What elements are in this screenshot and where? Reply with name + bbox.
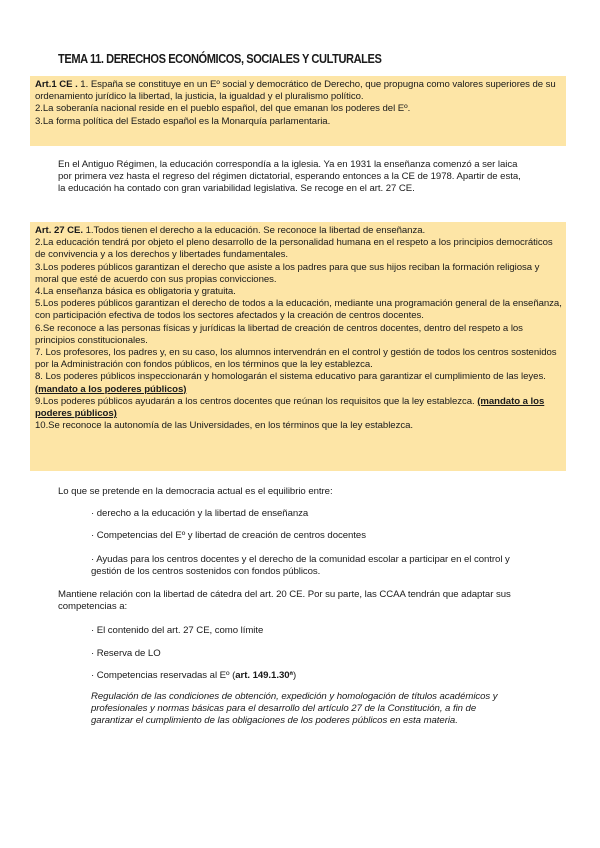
- art27-paragraph-5: 5.Los poderes públicos garantizan el derecho de todos a la educación, mediante una programación general de la enseñanza, con participación efectiva de todos los sectores afectados y la creación de centros docentes.: [35, 298, 562, 322]
- art1-text-1: 1. España se constituye en un Eº social y democrático de Derecho, que propugna como valores superiores de su ordenamiento jurídico la libertad, la justicia, la igualdad y el pluralismo político.: [35, 79, 556, 103]
- bullet-item: [91, 530, 531, 542]
- bullet-text: · Competencias del Eº y libertad de creación de centros docentes: [91, 530, 366, 541]
- intro-paragraph: [58, 159, 528, 196]
- art1-paragraph-1: [35, 79, 562, 103]
- competence-bullet: [91, 625, 531, 637]
- art27-paragraph-2: 2.La educación tendrá por objeto el pleno desarrollo de la personalidad humana en el respeto a los principios democráticos de convivencia y a los derechos y libertades fundamentales.: [35, 237, 553, 261]
- bullet-item: [91, 554, 531, 578]
- art27-paragraph-10: 10.Se reconoce la autonomía de las Universidades, en los términos que la ley establezca.: [35, 420, 413, 432]
- intro-text: En el Antiguo Régimen, la educación correspondía a la iglesia. Ya en 1931 la enseñanza comenzó a ser laica por primera vez hasta el regreso del régimen dictatorial, esperando entonces a la CE de 1978. Apartir de esta, la educación ha contado con gran variabilidad legislativa. Se recoge en el art. 27 CE.: [58, 159, 521, 195]
- competence-bullet: [91, 648, 531, 660]
- italic-quote: Regulación de las condiciones de obtención, expedición y homologación de títulos académicos y profesionales y normas básicas para el desarrollo del artículo 27 de la Constitución, a fin de garantizar el cumplimiento de las obligaciones de los poderes públicos en esta materia.: [91, 691, 498, 727]
- bullet-text-reserved: [91, 670, 531, 682]
- bullet-text: · Reserva de LO: [91, 648, 161, 659]
- bullet-text: · El contenido del art. 27 CE, como límite: [91, 625, 264, 636]
- art1-paragraph-3: 3.La forma política del Estado español es la Monarquía parlamentaria.: [35, 115, 331, 127]
- art1-paragraph-2: 2.La soberanía nacional reside en el pueblo español, del que emanan los poderes del Eº.: [35, 103, 411, 115]
- art27-paragraph-1: [35, 225, 562, 237]
- art27-text-8: 8. Los poderes públicos inspeccionarán y homologarán el sistema educativo para garantizar el cumplimiento de las leyes.: [35, 371, 546, 383]
- reserved-text: · Competencias reservadas al Eº (: [91, 670, 236, 681]
- reserved-close: ): [293, 670, 297, 681]
- art27-paragraph-7: 7. Los profesores, los padres y, en su caso, los alumnos intervendrán en el control y gestión de todos los centros sostenidos por la Administración con fondos públicos, en los términos que la ley establezca.: [35, 347, 557, 371]
- art27-paragraph-4: 4.La enseñanza básica es obligatoria y gratuita.: [35, 286, 236, 298]
- bullet-text: · Ayudas para los centros docentes y el derecho de la comunidad escolar a participar en el control y gestión de los centros sostenidos con fondos públicos.: [91, 554, 510, 578]
- mandate-note-8: (mandato a los poderes públicos): [35, 383, 187, 395]
- bullet-item: [91, 508, 531, 520]
- mandate-note-9: (mandato a los poderes públicos): [35, 395, 545, 420]
- art27-paragraph-6: 6.Se reconoce a las personas físicas y jurídicas la libertad de creación de centros docentes, dentro del respeto a los principios constitucionales.: [35, 322, 523, 346]
- ccaa-text: Mantiene relación con la libertad de cátedra del art. 20 CE. Por su parte, las CCAA tendrán que adaptar sus competencias a:: [58, 589, 511, 613]
- art27-paragraph-8: [35, 371, 562, 395]
- competence-bullet: [91, 670, 531, 682]
- article-reference: art. 149.1.30ª: [235, 670, 294, 681]
- art27-paragraph-3: 3.Los poderes públicos garantizan el derecho que asiste a los padres para que sus hijos reciban la formación religiosa y moral que esté de acuerdo con sus propias convicciones.: [35, 261, 540, 285]
- art27-text-1: 1.Todos tienen el derecho a la educación. Se reconoce la libertad de enseñanza.: [82, 225, 426, 236]
- art27-label: Art. 27 CE.: [35, 225, 83, 236]
- art1-label: Art.1 CE .: [35, 79, 78, 90]
- art27-paragraph-9: [35, 396, 562, 420]
- art27-text-9: 9.Los poderes públicos ayudarán a los centros docentes que reúnan los requisitos que la ley establezca.: [35, 395, 478, 407]
- page-title: TEMA 11. DERECHOS ECONÓMICOS, SOCIALES Y CULTURALES: [58, 51, 382, 66]
- art27-highlight-box: [30, 222, 566, 471]
- balance-lead-text: Lo que se pretende en la democracia actual es el equilibrio entre:: [58, 486, 333, 497]
- bullet-text: · derecho a la educación y la libertad de enseñanza: [91, 508, 309, 519]
- ccaa-paragraph: [58, 589, 538, 613]
- art1-highlight-box: [30, 76, 566, 146]
